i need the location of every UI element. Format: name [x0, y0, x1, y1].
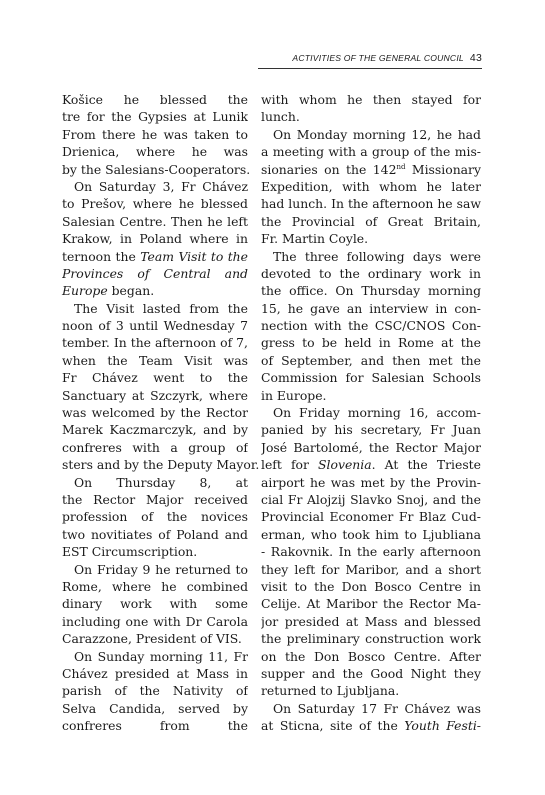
text-line: tre for the Gypsies at Lunik: [62, 109, 248, 125]
text-line: erman, who took him to Ljubliana: [261, 526, 481, 542]
text-line: airport he was met by the Provin-: [261, 474, 481, 490]
text-line: parish of the Nativity of: [62, 683, 248, 699]
text-line: On Thursday 8, at: [74, 474, 248, 490]
text-line: Rome, where he combined: [62, 578, 248, 594]
running-header: [258, 52, 482, 69]
text-line: Provincial Economer Fr Blaz Cud-: [261, 509, 481, 525]
text-line: EST Circumscription.: [62, 544, 198, 560]
text-line: Selva Candida, served by: [62, 700, 248, 716]
text-line: [62, 282, 248, 299]
text-line: devoted to the ordinary work in: [261, 265, 481, 281]
text-span: at Sticna, site of the: [261, 718, 405, 734]
text-line: they left for Maribor, and a short: [261, 561, 481, 577]
text-span: sionaries on the 142: [261, 161, 397, 177]
text-line: Salesian Centre. Then he left: [62, 213, 248, 229]
text-line: - Rakovnik. In the early afternoon: [261, 544, 481, 560]
text-line: a meeting with a group of the mis-: [261, 144, 481, 160]
page-number: 43: [469, 52, 482, 64]
text-span: left for: [261, 457, 319, 473]
text-line: On Saturday 3, Fr Chávez: [74, 178, 248, 194]
text-line: visit to the Don Bosco Centre in: [261, 578, 481, 594]
text-span: Youth Festi-: [404, 718, 481, 734]
text-line: of September, and then met the: [261, 352, 481, 368]
text-span: Team Visit to the: [140, 248, 248, 264]
text-line: On Friday 9 he returned to: [74, 561, 248, 577]
text-span: ternoon the: [62, 248, 141, 264]
text-line: Expedition, with whom he later: [261, 178, 481, 194]
text-line: with whom he then stayed for: [261, 92, 481, 107]
text-line: José Bartolomé, the Rector Major: [261, 439, 481, 455]
text-line: jor presided at Mass and blessed: [261, 613, 481, 629]
text-line: Košice he blessed the: [62, 92, 248, 107]
text-line: On Sunday morning 11, Fr: [74, 648, 248, 664]
text-line: cial Fr Alojzij Slavko Snoj, and the: [261, 491, 481, 507]
text-line: Fr Chávez went to the: [62, 370, 248, 386]
text-line: confreres with a group of: [62, 439, 248, 455]
text-line: supper and the Good Night they: [261, 665, 481, 681]
text-line: From there he was taken to: [62, 126, 248, 142]
text-line: on the Don Bosco Centre. After: [261, 648, 481, 664]
text-line: including one with Dr Carola: [62, 613, 248, 629]
text-line: tember. In the afternoon of 7,: [62, 335, 248, 351]
right-text-column: [261, 91, 481, 734]
text-line: sters and by the Deputy Mayor.: [62, 457, 260, 473]
text-line: the preliminary construction work: [261, 631, 481, 647]
text-line: Marek Kaczmarczyk, and by: [62, 422, 248, 438]
text-line: The Visit lasted from the: [74, 300, 248, 316]
text-line: lunch.: [261, 109, 300, 125]
text-line: in Europe.: [261, 387, 327, 403]
text-line: dinary work with some: [62, 596, 248, 612]
text-line: [261, 456, 481, 473]
text-line: Commission for Salesian Schools: [261, 370, 481, 386]
text-line: the Provincial of Great Britain,: [261, 213, 481, 229]
text-line: Fr. Martin Coyle.: [261, 231, 369, 247]
text-line: Chávez presided at Mass in: [62, 665, 248, 681]
superscript: nd: [396, 162, 406, 171]
text-line: the Rector Major received: [62, 491, 248, 507]
text-line: profession of the novices: [62, 509, 248, 525]
text-span: began.: [107, 283, 155, 299]
text-line: [261, 717, 481, 734]
text-line: On Monday morning 12, he had: [273, 126, 481, 142]
text-line: Carazzone, President of VIS.: [62, 631, 242, 647]
text-span: Missionary: [405, 161, 481, 177]
text-line: returned to Ljubljana.: [261, 683, 400, 699]
text-span: Slovenia: [318, 457, 372, 473]
text-line: nection with the CSC/CNOS Con-: [261, 318, 481, 334]
text-line: [62, 248, 248, 265]
text-line: Drienica, where he was: [62, 144, 248, 160]
header-title: ACTIVITIES OF THE GENERAL COUNCIL: [292, 53, 464, 63]
text-line: Sanctuary at Szczyrk, where: [62, 387, 248, 403]
text-line: [62, 265, 248, 282]
text-line: to Prešov, where he blessed: [62, 196, 248, 212]
text-span: Provinces of Central and: [62, 265, 248, 281]
text-line: Celije. At Maribor the Rector Ma-: [261, 596, 481, 612]
text-line: had lunch. In the afternoon he saw: [261, 196, 481, 212]
text-line: Krakow, in Poland where in: [62, 231, 248, 247]
text-line: by the Salesians-Cooperators.: [62, 161, 251, 177]
text-line: panied by his secretary, Fr Juan: [261, 422, 481, 438]
text-line: confreres from the: [62, 718, 248, 734]
left-text-column: [62, 91, 260, 734]
text-line: the office. On Thursday morning: [261, 283, 481, 299]
text-span: . At the Trieste: [371, 457, 481, 473]
text-line: 15, he gave an interview in con-: [261, 300, 481, 316]
text-line: The three following days were: [273, 248, 481, 264]
text-line: gress to be held in Rome at the: [261, 335, 481, 351]
text-line: [261, 161, 481, 178]
text-line: when the Team Visit was: [62, 352, 248, 368]
text-line: On Friday morning 16, accom-: [273, 405, 481, 421]
text-line: On Saturday 17 Fr Chávez was: [273, 700, 481, 716]
text-line: two novitiates of Poland and: [62, 526, 248, 542]
text-line: was welcomed by the Rector: [62, 405, 248, 421]
text-span: Europe: [62, 283, 108, 299]
text-line: noon of 3 until Wednesday 7: [62, 318, 248, 334]
